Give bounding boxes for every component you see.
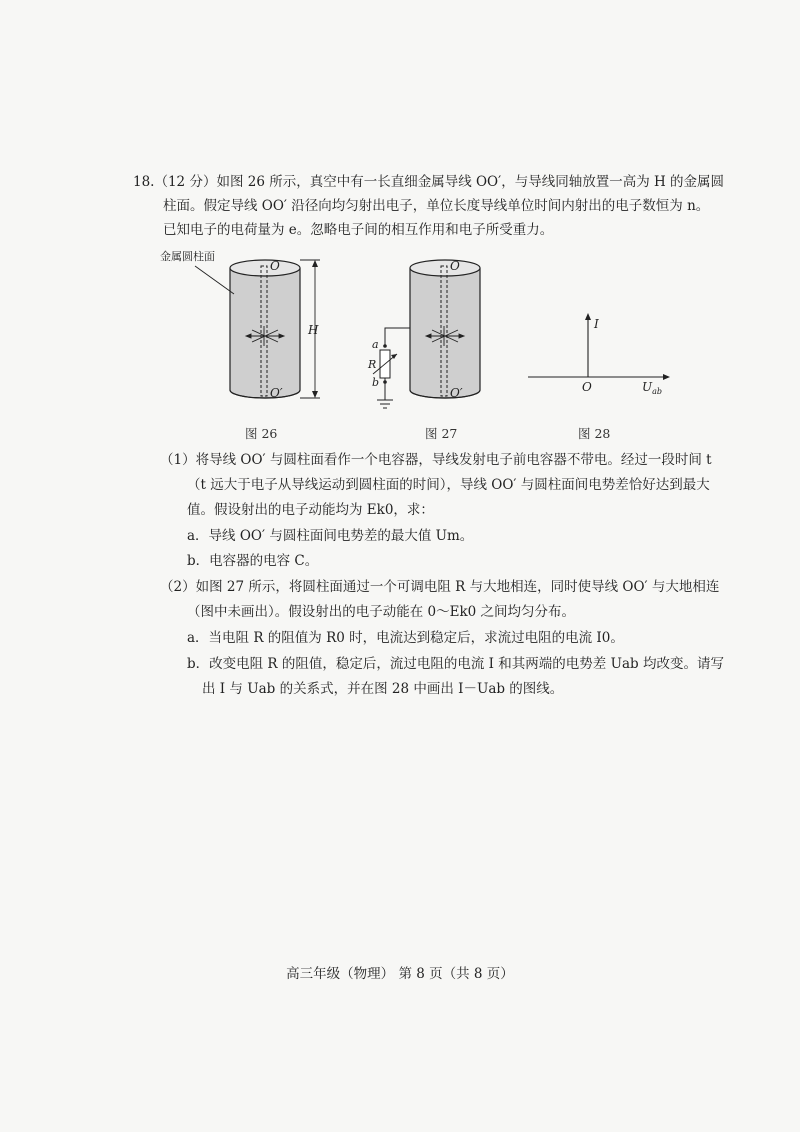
fig26-label-O-prime: O′ xyxy=(270,386,283,400)
fig27-label-b: b xyxy=(372,376,380,389)
part1-a: a．导线 OO′ 与圆柱面间电势差的最大值 Um。 xyxy=(187,528,474,544)
question-line-1: 18.（12 分）如图 26 所示，真空中有一长直细金属导线 OO′，与导线同轴放置一高为 H 的金属圆 xyxy=(133,174,725,190)
fig27-label-a: a xyxy=(372,338,379,351)
figure-27 xyxy=(365,250,515,430)
part1-line-1: （1）将导线 OO′ 与圆柱面看作一个电容器，导线发射电子前电容器不带电。经过一段时间 t xyxy=(160,452,712,468)
part2-a: a．当电阻 R 的阻值为 R0 时，电流达到稳定后，求流过电阻的电流 I0。 xyxy=(187,630,624,646)
part2-line-2: （图中未画出）。假设射出的电子动能在 0～Ek0 之间均匀分布。 xyxy=(187,604,576,620)
fig28-label-U: $U_{ab}$ xyxy=(642,380,663,396)
fig26-label-cylinder: 金属圆柱面 xyxy=(160,250,215,263)
fig28-caption: 图 28 xyxy=(578,426,611,441)
page-footer: 高三年级（物理） 第 8 页（共 8 页） xyxy=(286,966,514,982)
fig27-label-O-prime: O′ xyxy=(450,386,463,400)
part2-b-line-1: b．改变电阻 R 的阻值，稳定后，流过电阻的电流 I 和其两端的电势差 Uab 均改变。请写 xyxy=(187,656,724,672)
figure-26 xyxy=(160,250,350,430)
fig28-label-origin: O xyxy=(582,380,592,394)
fig26-label-H: H xyxy=(308,323,319,337)
fig27-caption: 图 27 xyxy=(425,426,458,441)
question-line-3: 已知电子的电荷量为 e。忽略电子间的相互作用和电子所受重力。 xyxy=(163,222,554,238)
fig27-label-O: O xyxy=(450,259,460,273)
part2-line-1: （2）如图 27 所示，将圆柱面通过一个可调电阻 R 与大地相连，同时使导线 OO′ 与大地相连 xyxy=(160,579,720,595)
part1-line-2: （t 远大于电子从导线运动到圆柱面的时间），导线 OO′ 与圆柱面间电势差恰好达到最大 xyxy=(187,477,710,493)
fig26-caption: 图 26 xyxy=(245,426,278,441)
part2-b-line-2: 出 I 与 Uab 的关系式，并在图 28 中画出 I－Uab 的图线。 xyxy=(202,681,564,697)
question-line-2: 柱面。假定导线 OO′ 沿径向均匀射出电子，单位长度导线单位时间内射出的电子数恒为 n。 xyxy=(163,198,710,214)
fig28-label-I: I xyxy=(594,317,599,331)
figure-28 xyxy=(520,300,690,410)
part1-b: b．电容器的电容 C。 xyxy=(187,553,319,569)
fig26-label-O: O xyxy=(270,259,280,273)
part1-line-3: 值。假设射出的电子动能均为 Ek0，求： xyxy=(187,502,434,518)
fig27-label-R: R xyxy=(368,358,377,371)
